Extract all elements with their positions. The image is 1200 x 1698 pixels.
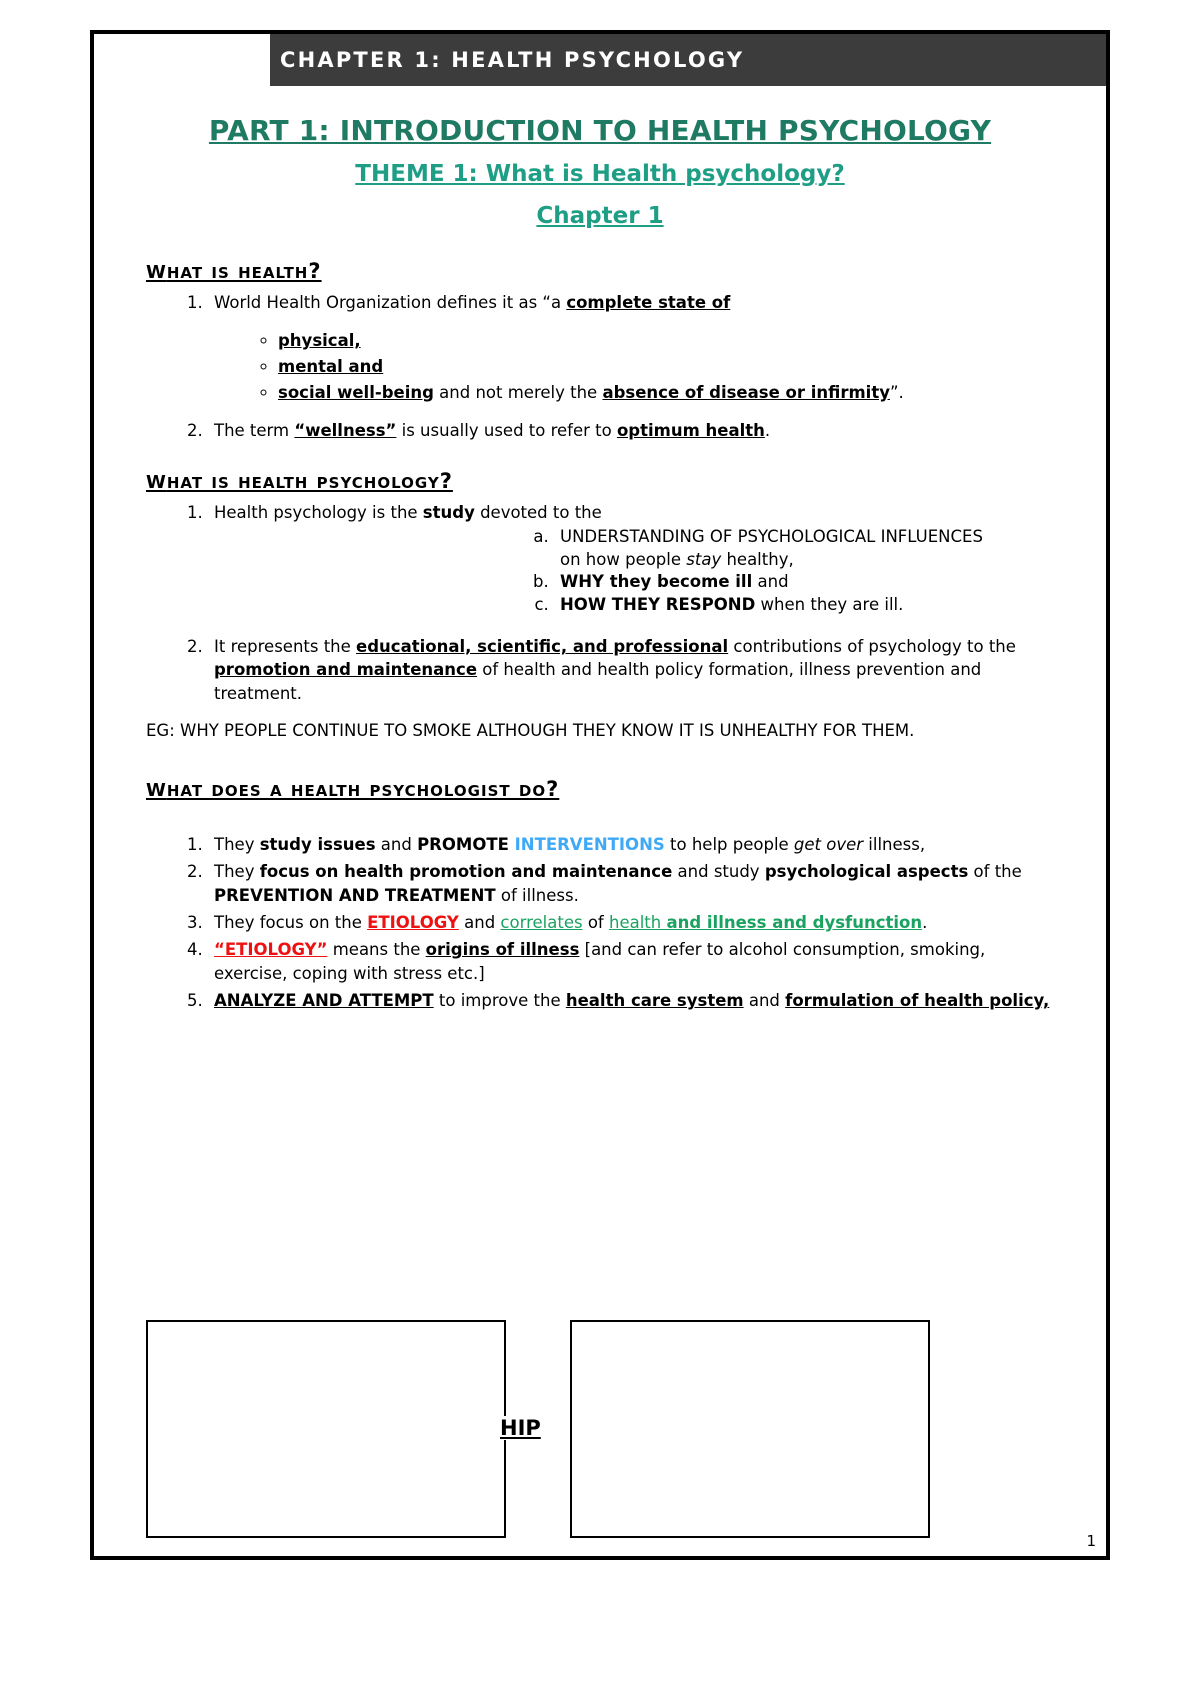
duty1-c: and: [375, 834, 418, 854]
duty2-focus: focus on health promotion and maintenance: [259, 862, 673, 882]
duty2-e: of the: [968, 862, 1022, 882]
list-item: [208, 911, 1054, 934]
optimum-health-term: optimum health: [616, 421, 765, 441]
duty5-d: and: [743, 991, 786, 1011]
subpoint-how-respond-tail: when they are ill.: [755, 595, 904, 615]
page-number: 1: [1086, 1532, 1096, 1550]
subpoint-why-ill-tail: and: [752, 572, 789, 592]
list-what-is-health-psychology: [146, 501, 1054, 706]
subpoint-understanding-italic: stay: [686, 549, 722, 569]
theme-title: THEME 1: What is Health psychology?: [355, 161, 845, 187]
document-content: [94, 86, 1106, 1013]
list-item: [208, 938, 1054, 985]
duty2-prevention: PREVENTION AND TREATMENT: [214, 885, 496, 905]
section-heading-what-does-a-health-psychologist-do: what does a health psychologist do?: [146, 772, 560, 803]
duty1-a: They: [214, 834, 260, 854]
duty4-d: [and can refer to alcohol consumption, smoking, exercise, coping with stress etc.]: [214, 940, 986, 983]
duty1-study-issues: study issues: [259, 834, 376, 854]
subpoint-how-respond: HOW THEY RESPOND: [560, 595, 756, 615]
duty5-formulation: formulation of health policy,: [785, 991, 1050, 1011]
list-item: [208, 419, 1054, 442]
hp-contributions-bold2: promotion and maintenance: [214, 660, 478, 680]
duty5-analyze: ANALYZE AND ATTEMPT: [214, 991, 434, 1011]
list-item: [208, 833, 1054, 856]
hp-contributions-end: of health and health policy formation, illness prevention and treatment.: [214, 660, 982, 703]
list-item: [208, 860, 1054, 907]
duty1-promote: PROMOTE: [417, 834, 515, 854]
page-sheet: [90, 30, 1110, 1560]
health-components-list: [214, 328, 1054, 405]
hp-definition-tail: devoted to the: [474, 502, 602, 522]
duty3-e: of: [582, 912, 609, 932]
duty1-get-over: get over: [793, 834, 864, 854]
duty1-f: to help people: [664, 834, 794, 854]
subpoint-understanding-tail2: healthy,: [721, 549, 794, 569]
wellness-mid: is usually used to refer to: [396, 421, 617, 441]
hp-subpoints-list: [214, 526, 1054, 617]
component-social: social well-being: [278, 382, 434, 402]
diagram-box-right: [570, 1320, 930, 1538]
duty5-b: to improve the: [433, 991, 566, 1011]
wellness-lead: The term: [214, 421, 295, 441]
duty3-a: They focus on the: [214, 912, 368, 932]
duty2-g: of illness.: [495, 885, 579, 905]
duty3-correlates: correlates: [500, 912, 583, 932]
list-item: [208, 501, 1054, 617]
section-heading-what-is-health: what is health?: [146, 255, 322, 285]
hp-contributions-mid: contributions of psychology to the: [728, 637, 1016, 657]
duty3-etiology: ETIOLOGY: [367, 912, 459, 932]
hp-definition-lead: Health psychology is the: [214, 502, 423, 522]
duty3-illness-dysfunction: and illness and dysfunction: [666, 912, 923, 932]
duty3-c: and: [458, 912, 501, 932]
who-definition-bold: complete state of: [566, 293, 731, 312]
example-note: EG: WHY PEOPLE CONTINUE TO SMOKE ALTHOUGH THEY KNOW IT IS UNHEALTHY FOR THEM.: [146, 721, 915, 741]
duty4-origins: origins of illness: [425, 940, 580, 960]
list-item: [554, 594, 1054, 617]
section-heading-what-is-health-psychology: what is health psychology?: [146, 464, 453, 495]
duty2-a: They: [214, 862, 260, 882]
component-social-end: ”.: [889, 382, 904, 402]
chapter-header-title: CHAPTER 1: HEALTH PSYCHOLOGY: [280, 48, 745, 72]
list-what-is-health: [146, 291, 1054, 443]
list-item: [278, 380, 1054, 406]
list-item: [208, 635, 1054, 705]
component-mental: mental and: [278, 356, 384, 376]
chapter-title: Chapter 1: [536, 203, 664, 229]
subpoint-understanding: UNDERSTANDING OF PSYCHOLOGICAL INFLUENCES: [560, 526, 983, 546]
list-item: [278, 328, 1054, 354]
duty1-h: illness,: [863, 834, 926, 854]
wellness-term: “wellness”: [294, 421, 397, 441]
list-item: [278, 354, 1054, 380]
list-item: [554, 571, 1054, 594]
absence-of-disease-bold: absence of disease or infirmity: [602, 382, 890, 402]
subpoint-why-ill: WHY they become ill: [560, 572, 753, 592]
chapter-header-band: [270, 34, 1106, 86]
diagram-center-label: HIP: [500, 1416, 541, 1440]
component-physical: physical,: [278, 331, 361, 351]
duty5-health-care-system: health care system: [565, 991, 744, 1011]
component-social-tail: and not merely the: [433, 382, 603, 402]
list-item: [208, 989, 1054, 1012]
subpoint-understanding-tail1: on how people: [560, 549, 687, 569]
duty3-h: .: [922, 912, 928, 932]
list-item: [208, 291, 1054, 405]
duty3-health: health: [608, 912, 667, 932]
duty4-etiology-quoted: “ETIOLOGY”: [214, 940, 328, 960]
who-definition-lead: World Health Organization defines it as “a: [214, 293, 567, 312]
part-title: PART 1: INTRODUCTION TO HEALTH PSYCHOLOGY: [208, 114, 992, 147]
hp-contributions-lead: It represents the: [214, 637, 357, 657]
duty1-interventions: INTERVENTIONS: [514, 834, 665, 854]
list-psychologist-duties: [146, 833, 1054, 1013]
duty2-psych-aspects: psychological aspects: [764, 862, 969, 882]
duty4-b: means the: [327, 940, 426, 960]
duty2-c: and study: [672, 862, 765, 882]
diagram-area: [146, 1320, 1054, 1538]
hp-contributions-bold1: educational, scientific, and professional: [356, 637, 729, 657]
wellness-end: .: [764, 421, 771, 441]
hp-definition-study: study: [422, 502, 475, 522]
diagram-box-left: [146, 1320, 506, 1538]
list-item: [554, 526, 1054, 572]
